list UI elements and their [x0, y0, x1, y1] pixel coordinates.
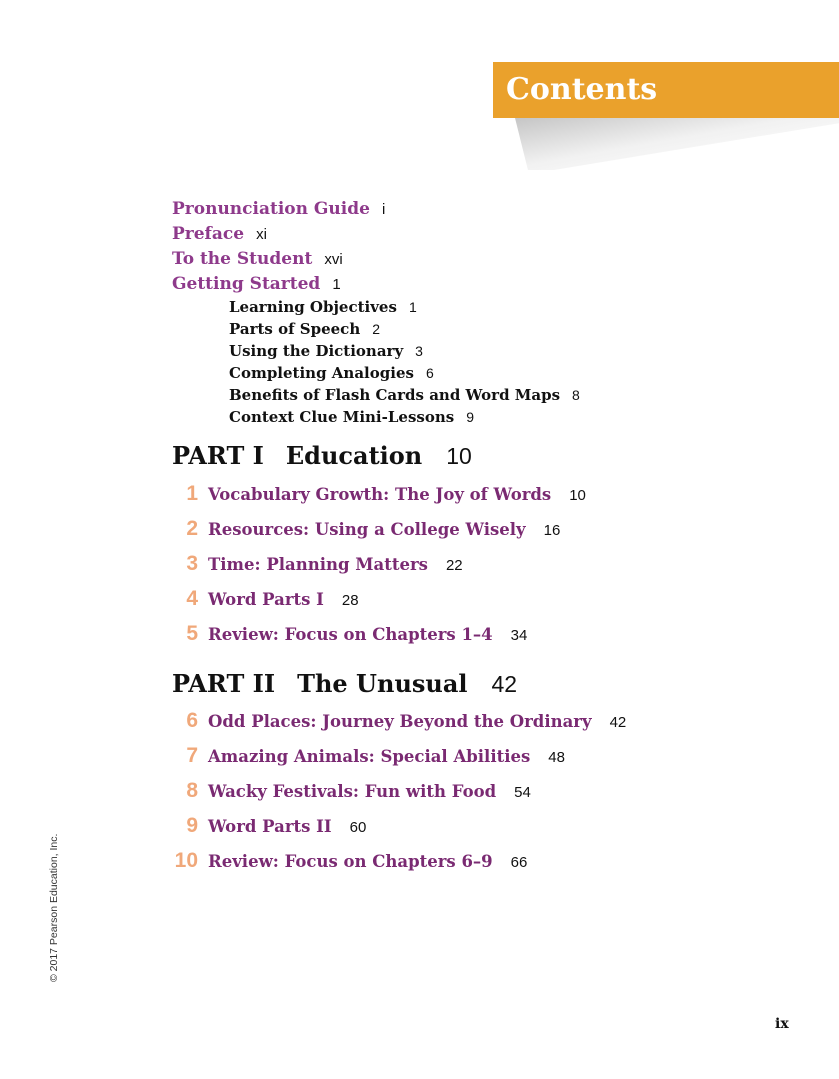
chapter-entry-10[interactable]: [172, 843, 626, 878]
toc-subentry-page: 3: [415, 343, 423, 359]
toc-subentry-page: 9: [466, 409, 474, 425]
chapter-page: 28: [341, 592, 359, 609]
chapter-number: 7: [186, 744, 198, 767]
chapter-entry-1[interactable]: [172, 476, 586, 511]
part-heading-2[interactable]: [172, 669, 517, 698]
part-label: PART I: [172, 441, 264, 470]
chapter-number: 5: [186, 622, 198, 645]
toc-subentry-title: Learning Objectives: [229, 298, 397, 316]
chapter-page: 54: [514, 784, 531, 801]
chapter-title: Review: Focus on Chapters 6–9: [208, 852, 493, 871]
chapter-number: 4: [186, 587, 198, 610]
chapter-title: Amazing Animals: Special Abilities: [208, 747, 531, 766]
chapter-page: 60: [349, 819, 367, 836]
chapter-number: 3: [186, 552, 198, 575]
chapter-title: Resources: Using a College Wisely: [208, 520, 526, 539]
chapter-entry-3[interactable]: [172, 546, 586, 581]
chapter-page: 34: [510, 627, 528, 644]
banner-shadow: [515, 118, 839, 170]
toc-subentry-using-the-dictionary[interactable]: [229, 340, 580, 362]
chapter-title: Vocabulary Growth: The Joy of Words: [208, 485, 552, 504]
part-page: 10: [446, 443, 472, 469]
toc-subentry-title: Using the Dictionary: [229, 342, 404, 360]
toc-entry-title: Pronunciation Guide: [172, 199, 370, 219]
page-title: Contents: [506, 72, 658, 107]
part-1-chapter-list: [172, 476, 586, 651]
toc-entry-page: i: [381, 201, 386, 218]
chapter-page: 48: [548, 749, 565, 766]
part-2-chapter-list: [172, 703, 626, 878]
chapter-number: 6: [186, 709, 198, 732]
chapter-page: 66: [510, 854, 528, 871]
toc-subentry-title: Benefits of Flash Cards and Word Maps: [229, 386, 561, 404]
chapter-title: Wacky Festivals: Fun with Food: [208, 782, 497, 801]
toc-subentry-flash-cards[interactable]: [229, 384, 580, 406]
toc-subentry-completing-analogies[interactable]: [229, 362, 580, 384]
toc-subentry-learning-objectives[interactable]: [229, 296, 580, 318]
toc-entry-page: xvi: [324, 251, 343, 268]
toc-entry-title: To the Student: [172, 249, 313, 269]
chapter-title: Word Parts I: [208, 590, 324, 609]
chapter-page: 22: [445, 557, 463, 574]
toc-subentry-title: Context Clue Mini-Lessons: [229, 408, 455, 426]
page-title-banner: [493, 62, 839, 118]
getting-started-sublist: [229, 296, 580, 428]
chapter-number: 9: [186, 814, 198, 837]
copyright-notice: © 2017 Pearson Education, Inc.: [48, 833, 60, 982]
part-page: 42: [491, 671, 518, 697]
toc-entry-page: 1: [332, 276, 341, 293]
chapter-title: Odd Places: Journey Beyond the Ordinary: [208, 712, 592, 731]
toc-subentry-page: 1: [408, 299, 417, 315]
chapter-number: 1: [186, 482, 198, 505]
chapter-number: 10: [174, 849, 198, 872]
toc-entry-getting-started[interactable]: [172, 271, 580, 296]
chapter-page: 10: [569, 487, 586, 504]
chapter-entry-7[interactable]: [172, 738, 626, 773]
part-label: PART II: [172, 669, 276, 698]
toc-entry-title: Getting Started: [172, 274, 321, 294]
toc-subentry-parts-of-speech[interactable]: [229, 318, 580, 340]
chapter-entry-4[interactable]: [172, 581, 586, 616]
chapter-number: 8: [186, 779, 198, 802]
toc-entry-to-the-student[interactable]: [172, 246, 580, 271]
toc-subentry-context-clue[interactable]: [229, 406, 580, 428]
toc-entry-preface[interactable]: [172, 221, 580, 246]
chapter-entry-2[interactable]: [172, 511, 586, 546]
chapter-entry-9[interactable]: [172, 808, 626, 843]
toc-subentry-page: 8: [572, 387, 580, 403]
toc-entry-title: Preface: [172, 224, 245, 244]
chapter-entry-8[interactable]: [172, 773, 626, 808]
chapter-title: Review: Focus on Chapters 1–4: [208, 625, 493, 644]
toc-subentry-title: Completing Analogies: [229, 364, 414, 382]
chapter-page: 42: [609, 714, 627, 731]
chapter-page: 16: [543, 522, 561, 539]
part-heading-1[interactable]: [172, 441, 472, 470]
toc-entry-page: xi: [256, 226, 267, 243]
chapter-number: 2: [186, 517, 198, 540]
chapter-title: Word Parts II: [208, 817, 332, 836]
part-title: The Unusual: [297, 669, 468, 698]
chapter-entry-6[interactable]: [172, 703, 626, 738]
chapter-entry-5[interactable]: [172, 616, 586, 651]
page-number: ix: [775, 1016, 789, 1032]
toc-entry-pronunciation-guide[interactable]: [172, 196, 580, 221]
toc-subentry-page: 2: [372, 321, 381, 337]
part-title: Education: [285, 441, 423, 470]
toc-subentry-title: Parts of Speech: [229, 320, 361, 338]
front-matter-list: [172, 196, 580, 428]
toc-subentry-page: 6: [425, 365, 434, 381]
chapter-title: Time: Planning Matters: [208, 555, 428, 574]
